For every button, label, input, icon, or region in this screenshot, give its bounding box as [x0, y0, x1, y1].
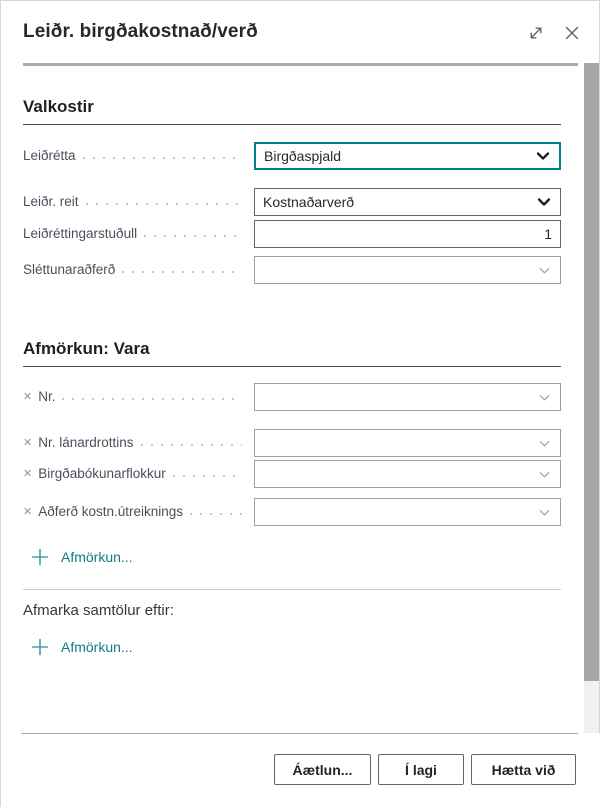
dialog-title: Leiðr. birgðakostnað/verð: [23, 21, 258, 42]
dialog-titlebar: [1, 1, 599, 63]
field-label: Leiðrétta: [23, 148, 76, 163]
remove-filter-icon[interactable]: ✕: [23, 437, 33, 449]
filter-posting-group-lookup[interactable]: [254, 460, 561, 488]
field-row-stuðull: [23, 220, 561, 248]
filter-label: Birgðabókunarflokkur: [38, 466, 166, 481]
dotted-leader: [62, 398, 242, 400]
filter-label: Nr. lánardrottins: [38, 435, 134, 450]
leidretta-select[interactable]: Birgðaspjald: [254, 142, 561, 170]
field-row-slettunaradferd: [23, 256, 561, 284]
filter-row-costing-method: [23, 498, 561, 526]
filter-vendor-nr-lookup[interactable]: [254, 429, 561, 457]
options-rows: [23, 142, 561, 284]
cancel-button[interactable]: Hætta við: [471, 754, 576, 785]
schedule-button[interactable]: Áætlun...: [274, 754, 371, 785]
plus-icon: [31, 548, 49, 566]
chevron-down-icon: [537, 505, 552, 520]
expand-dialog-button[interactable]: [525, 22, 547, 44]
add-filter-label: Afmörkun...: [61, 548, 133, 565]
dotted-leader: [141, 444, 242, 446]
section-heading-item-filter: Afmörkun: Vara: [23, 339, 561, 367]
add-filter-label: Afmörkun...: [61, 638, 133, 655]
filter-nr-lookup[interactable]: [254, 383, 561, 411]
section-divider: [23, 589, 561, 590]
dotted-leader: [83, 157, 242, 159]
dotted-leader: [86, 203, 242, 205]
filter-row-nr: [23, 383, 561, 411]
dialog-content: [1, 66, 586, 733]
field-row-leidr-reit: [23, 188, 561, 216]
remove-filter-icon[interactable]: ✕: [23, 506, 33, 518]
filter-costing-method-lookup[interactable]: [254, 498, 561, 526]
scrollbar-thumb[interactable]: [584, 63, 599, 681]
add-totals-filter-link[interactable]: [31, 638, 133, 656]
totals-filter-heading: Afmarka samtölur eftir:: [23, 602, 174, 619]
leidr-reit-select[interactable]: Kostnaðarverð: [254, 188, 561, 216]
chevron-down-icon: [537, 436, 552, 451]
chevron-down-icon: [537, 263, 552, 278]
dotted-leader: [122, 271, 242, 273]
dotted-leader: [173, 475, 242, 477]
remove-filter-icon[interactable]: ✕: [23, 391, 33, 403]
field-row-leidretta: [23, 142, 561, 170]
vertical-scrollbar: [584, 63, 599, 733]
item-filter-rows: [23, 383, 561, 526]
chevron-down-icon: [537, 467, 552, 482]
close-dialog-button[interactable]: [561, 22, 583, 44]
field-label: Sléttunaraðferð: [23, 262, 116, 277]
field-label: Leiðr. reit: [23, 194, 79, 209]
filter-row-vendor-nr: [23, 429, 561, 457]
rounding-method-lookup[interactable]: [254, 256, 561, 284]
chevron-down-icon: [535, 148, 551, 164]
dotted-leader: [144, 235, 242, 237]
filter-row-posting-group: [23, 460, 561, 488]
field-label: Leiðréttingarstuðull: [23, 226, 138, 241]
adjustment-factor-input[interactable]: 1: [254, 220, 561, 248]
section-heading-options: Valkostir: [23, 97, 561, 125]
expand-icon: [526, 23, 546, 43]
close-icon: [562, 23, 582, 43]
add-item-filter-link[interactable]: [31, 548, 133, 566]
plus-icon: [31, 638, 49, 656]
dotted-leader: [190, 513, 242, 515]
chevron-down-icon: [537, 390, 552, 405]
remove-filter-icon[interactable]: ✕: [23, 468, 33, 480]
chevron-down-icon: [536, 194, 552, 210]
filter-label: Nr.: [38, 389, 56, 404]
dialog-footer: [1, 734, 601, 808]
ok-button[interactable]: Í lagi: [378, 754, 464, 785]
filter-label: Aðferð kostn.útreiknings: [38, 504, 184, 519]
